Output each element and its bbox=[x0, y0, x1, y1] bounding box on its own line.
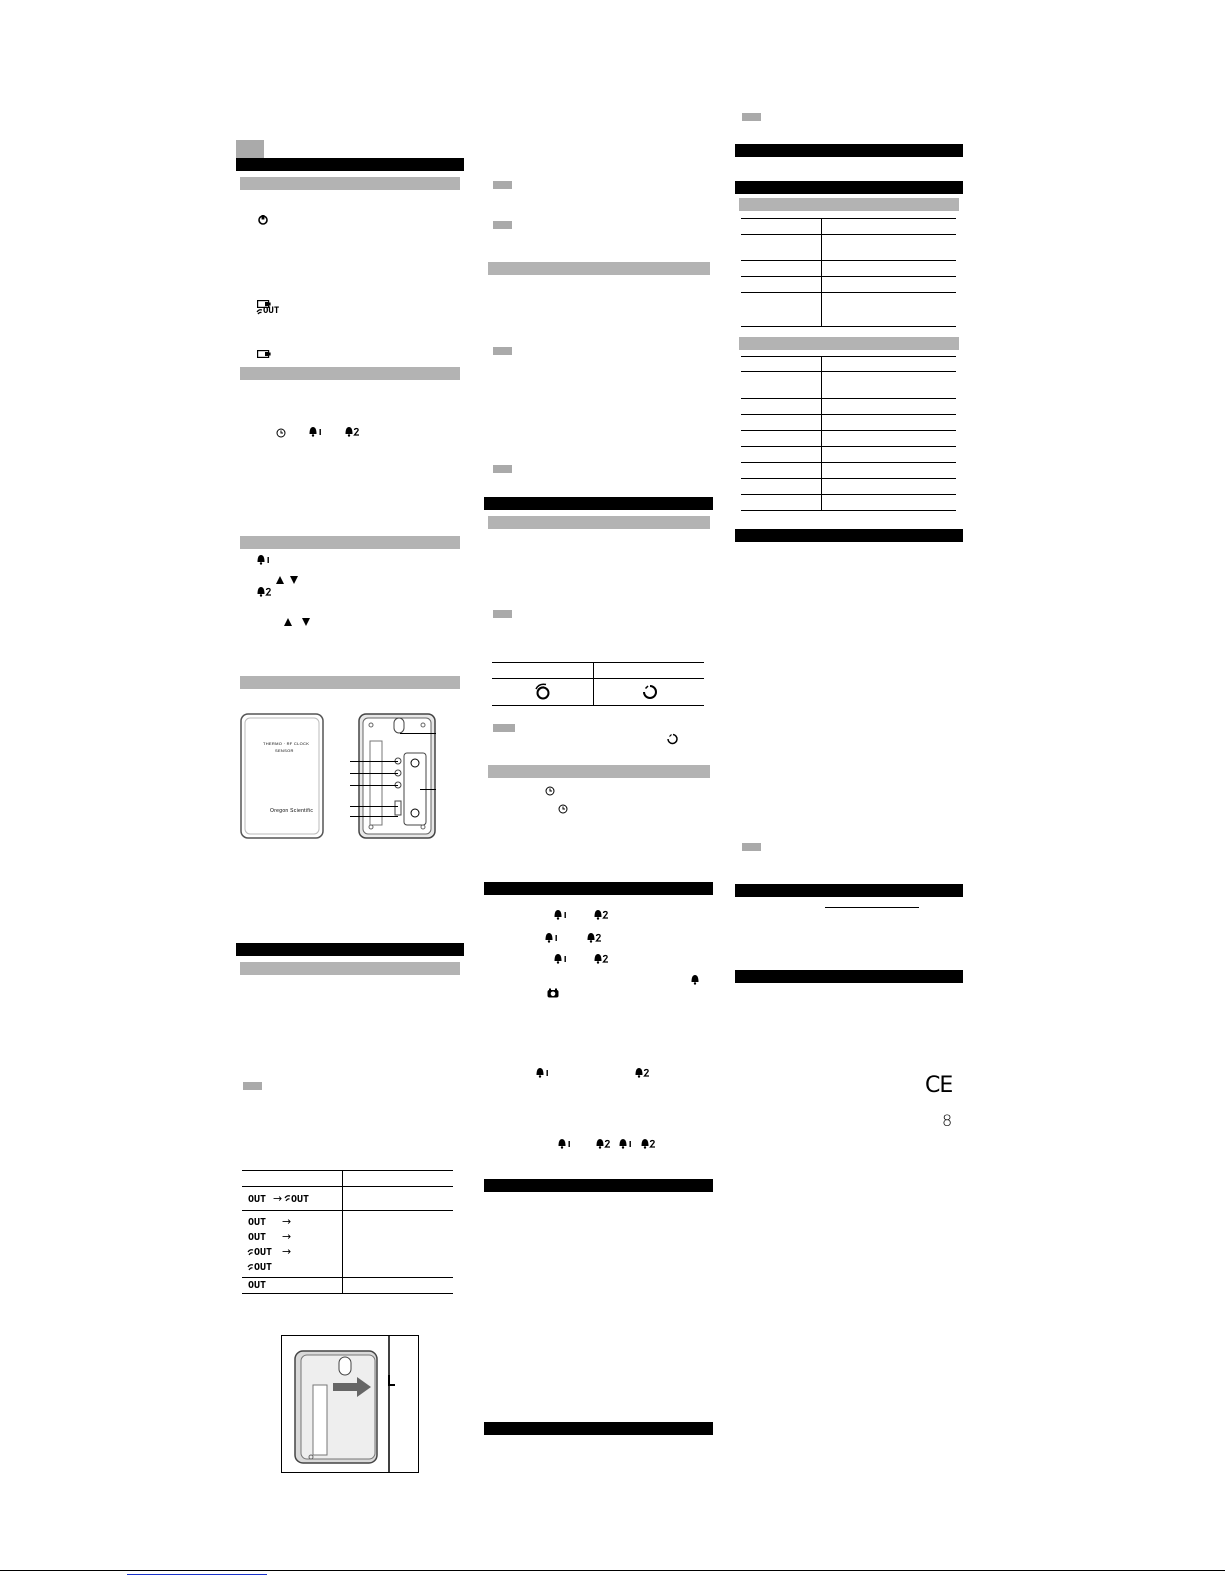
subsection-header-bar bbox=[739, 337, 959, 350]
alarm-1-icon bbox=[535, 1065, 551, 1076]
subsection-header-bar bbox=[488, 765, 710, 778]
table-rule bbox=[492, 705, 704, 706]
out-label: OUT bbox=[254, 1247, 273, 1258]
rf-searching-icon bbox=[534, 683, 552, 701]
clock-icon bbox=[276, 425, 286, 435]
rf-received-icon bbox=[641, 684, 657, 700]
subsection-header-bar bbox=[739, 198, 959, 211]
section-header-bar bbox=[735, 529, 963, 542]
out-label: OUT bbox=[263, 306, 280, 316]
alarm-2-icon bbox=[344, 424, 360, 435]
out-label: OUT bbox=[248, 1194, 267, 1205]
note-tag bbox=[493, 347, 512, 355]
section-header-bar bbox=[236, 943, 464, 956]
table-rule bbox=[492, 662, 704, 663]
language-tab bbox=[236, 140, 264, 158]
table-rule bbox=[741, 478, 956, 479]
alarm-1-icon bbox=[553, 951, 569, 962]
table-rule bbox=[741, 414, 956, 415]
subsection-header-bar bbox=[240, 367, 460, 380]
subsection-header-bar bbox=[488, 516, 710, 529]
callout-line bbox=[350, 773, 398, 774]
alarm-1-icon bbox=[256, 552, 272, 563]
table-rule bbox=[242, 1277, 453, 1278]
table-rule bbox=[741, 260, 956, 261]
footer-link-underline[interactable] bbox=[127, 1574, 267, 1575]
out-label: OUT bbox=[254, 1262, 273, 1273]
up-down-arrows-icon bbox=[283, 614, 313, 624]
section-header-bar bbox=[484, 882, 713, 895]
note-tag bbox=[493, 610, 512, 618]
sensor-back-illustration bbox=[358, 713, 436, 839]
section-header-bar bbox=[735, 970, 963, 983]
callout-line bbox=[350, 816, 398, 817]
alarm-1-icon bbox=[618, 1136, 634, 1147]
note-tag bbox=[493, 465, 512, 473]
table-rule bbox=[741, 234, 956, 235]
sensor-front-label: SENSOR bbox=[275, 748, 294, 753]
table-rule bbox=[741, 218, 956, 219]
sensor-front-label: THERMO · RF CLOCK bbox=[263, 741, 310, 746]
table-divider bbox=[821, 356, 822, 510]
table-rule bbox=[741, 356, 956, 357]
bell-icon bbox=[690, 972, 700, 983]
subsection-header-bar bbox=[240, 962, 460, 975]
arrow-icon: → bbox=[282, 1215, 292, 1228]
note-tag bbox=[243, 1082, 262, 1090]
table-rule bbox=[741, 276, 956, 277]
section-header-bar bbox=[735, 181, 963, 194]
subsection-header-bar bbox=[240, 676, 460, 689]
alarm-2-icon bbox=[634, 1065, 650, 1076]
section-header-bar bbox=[735, 884, 963, 897]
table-rule bbox=[741, 446, 956, 447]
note-tag bbox=[493, 181, 512, 189]
table-rule bbox=[242, 1170, 453, 1171]
subsection-header-bar bbox=[240, 536, 460, 549]
hand-touch-icon bbox=[257, 213, 269, 225]
callout-line bbox=[350, 785, 398, 786]
page-footer-rule bbox=[0, 1570, 1225, 1571]
snooze-icon bbox=[547, 985, 559, 995]
table-divider bbox=[342, 1170, 343, 1294]
alarm-1-icon bbox=[553, 907, 569, 918]
table-rule bbox=[741, 462, 956, 463]
alarm-2-icon bbox=[586, 930, 602, 941]
table-rule bbox=[741, 326, 956, 327]
note-tag bbox=[493, 724, 515, 732]
subsection-header-bar bbox=[240, 177, 460, 190]
ce-mark: CE bbox=[925, 1073, 953, 1098]
table-rule bbox=[242, 1293, 453, 1294]
alarm-2-icon bbox=[595, 1136, 611, 1147]
section-header-bar bbox=[236, 158, 464, 171]
alarm-1-icon bbox=[308, 424, 324, 435]
table-divider bbox=[593, 662, 594, 706]
alarm-2-icon bbox=[593, 951, 609, 962]
table-rule bbox=[242, 1210, 453, 1211]
digit-eight: 8 bbox=[942, 1111, 953, 1130]
underline-link[interactable] bbox=[825, 907, 919, 908]
alarm-2-icon bbox=[593, 907, 609, 918]
up-down-arrows-icon bbox=[275, 572, 301, 582]
rf-received-icon bbox=[666, 732, 678, 744]
out-label: OUT bbox=[248, 1217, 267, 1228]
subsection-header-bar bbox=[488, 262, 710, 275]
table-rule bbox=[741, 371, 956, 372]
arrow-icon: → bbox=[273, 1192, 283, 1205]
note-tag bbox=[493, 221, 512, 229]
battery-icon bbox=[257, 295, 271, 303]
table-rule bbox=[741, 430, 956, 431]
note-tag bbox=[742, 113, 761, 121]
table-rule bbox=[741, 398, 956, 399]
battery-icon bbox=[257, 345, 271, 353]
callout-line bbox=[350, 806, 398, 807]
table-rule bbox=[741, 292, 956, 293]
table-rule bbox=[492, 678, 704, 679]
callout-line bbox=[400, 733, 436, 734]
section-header-bar bbox=[735, 144, 963, 157]
callout-line bbox=[350, 761, 398, 762]
out-label: OUT bbox=[248, 1232, 267, 1243]
table-rule bbox=[242, 1186, 453, 1187]
section-header-bar bbox=[484, 1179, 713, 1192]
alarm-2-icon bbox=[640, 1136, 656, 1147]
callout-line bbox=[420, 789, 436, 790]
clock-icon bbox=[545, 783, 555, 793]
section-header-bar bbox=[484, 1422, 713, 1435]
out-label: OUT bbox=[248, 1280, 267, 1291]
wall-mount-illustration bbox=[281, 1335, 419, 1473]
alarm-2-icon bbox=[256, 584, 272, 595]
out-label: OUT bbox=[291, 1194, 310, 1205]
arrow-icon: → bbox=[282, 1245, 292, 1258]
section-header-bar bbox=[484, 497, 713, 510]
arrow-icon: → bbox=[282, 1230, 292, 1243]
alarm-1-icon bbox=[557, 1136, 573, 1147]
brand-logo: Oregon Scientific bbox=[270, 808, 314, 814]
clock-icon bbox=[558, 801, 568, 811]
note-tag bbox=[742, 843, 761, 851]
sensor-front-illustration bbox=[240, 713, 324, 839]
table-rule bbox=[741, 494, 956, 495]
alarm-1-icon bbox=[544, 930, 560, 941]
table-rule bbox=[741, 510, 956, 511]
